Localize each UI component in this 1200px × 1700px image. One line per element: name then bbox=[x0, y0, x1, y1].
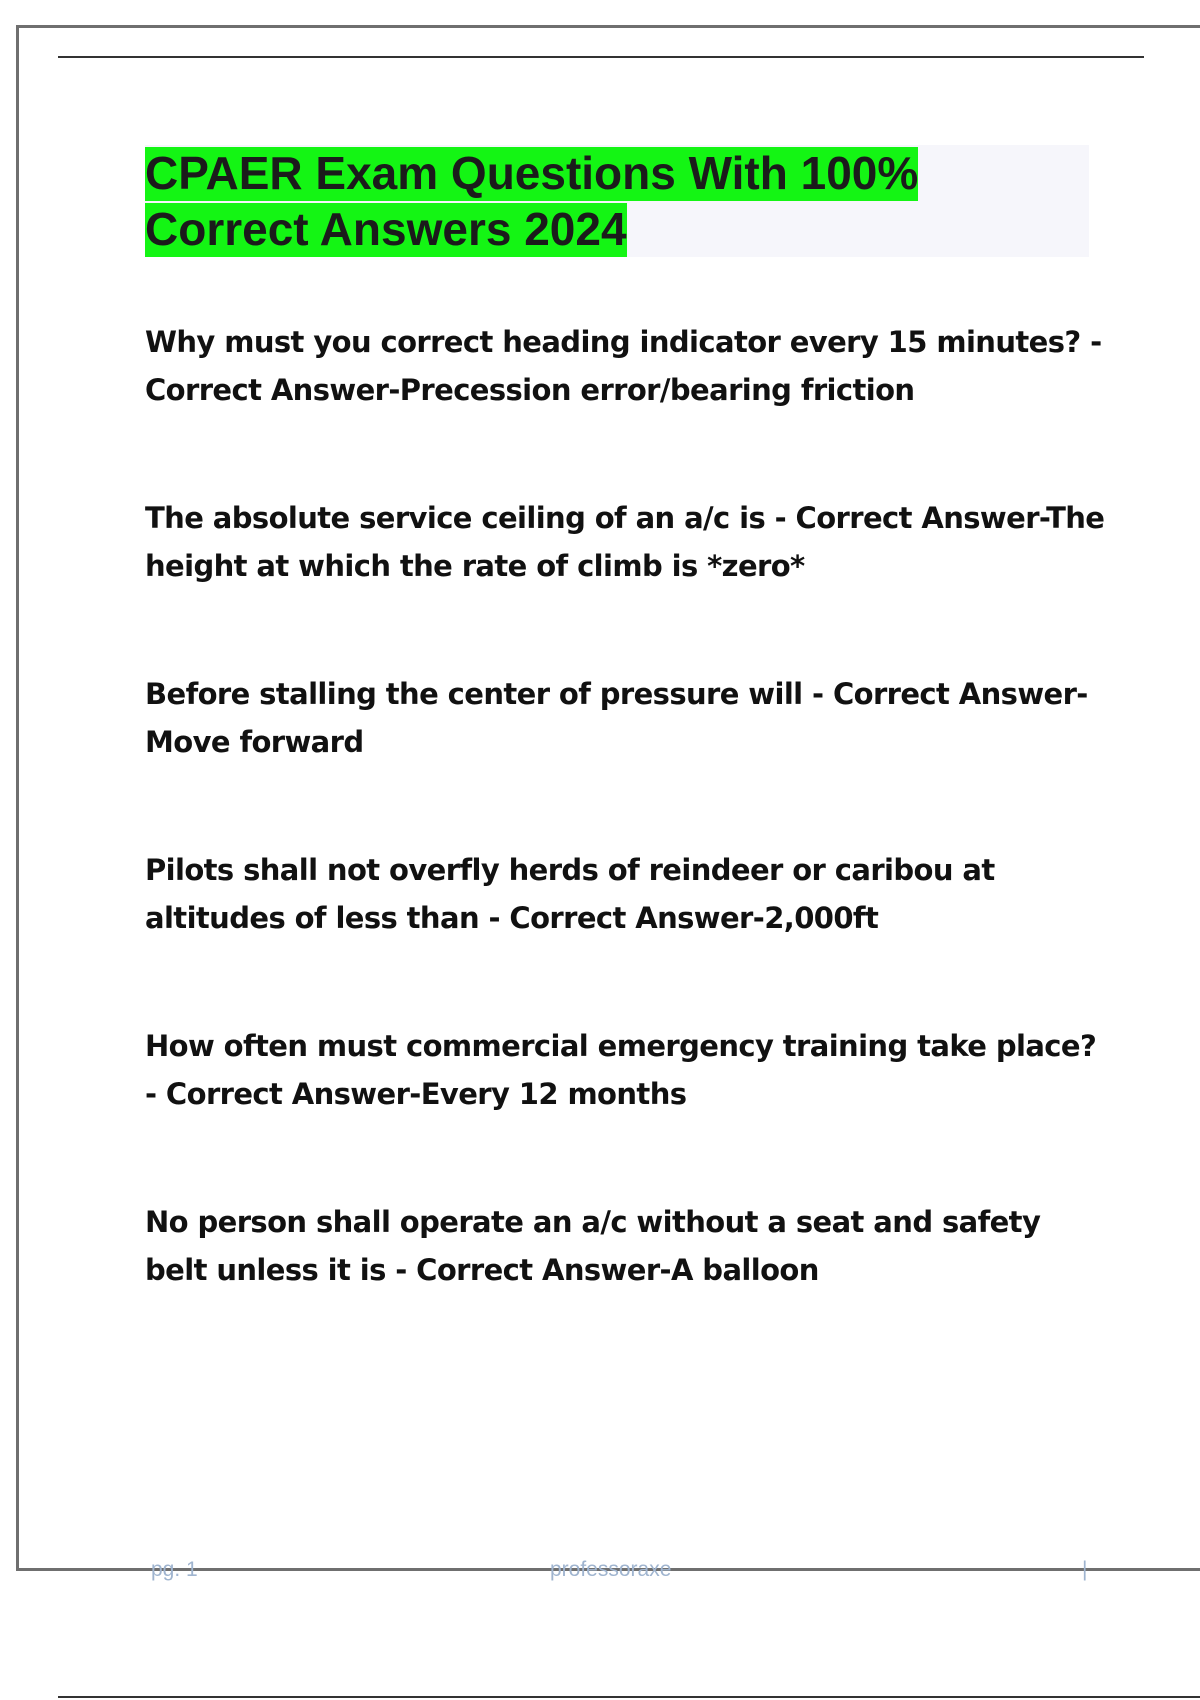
qa-item: No person shall operate an a/c without a seat and safety belt unless it is - Correct Answer-A balloon bbox=[145, 1205, 1041, 1287]
document-title bbox=[145, 145, 1089, 257]
qa-list bbox=[145, 318, 1105, 1374]
title-block bbox=[145, 145, 1089, 257]
qa-item: Before stalling the center of pressure will - Correct Answer-Move forward bbox=[145, 677, 1088, 759]
qa-item: The absolute service ceiling of an a/c is - Correct Answer-The height at which the rate of climb is *zero* bbox=[145, 501, 1105, 583]
qa-item: How often must commercial emergency training take place? - Correct Answer-Every 12 months bbox=[145, 1029, 1097, 1111]
page-number: pg. 1 bbox=[151, 1558, 198, 1581]
footer-author: professoraxe bbox=[550, 1558, 672, 1581]
title-highlight: CPAER Exam Questions With 100% Correct Answers 2024 bbox=[145, 147, 919, 255]
header-rule bbox=[58, 56, 1144, 58]
page-footer bbox=[0, 1558, 1200, 1588]
bottom-rule bbox=[58, 1696, 1200, 1698]
qa-item: Pilots shall not overfly herds of reindeer or caribou at altitudes of less than - Correct Answer-2,000ft bbox=[145, 853, 995, 935]
qa-item: Why must you correct heading indicator every 15 minutes? - Correct Answer-Precession error/bearing friction bbox=[145, 325, 1102, 407]
footer-separator: | bbox=[1082, 1558, 1088, 1581]
